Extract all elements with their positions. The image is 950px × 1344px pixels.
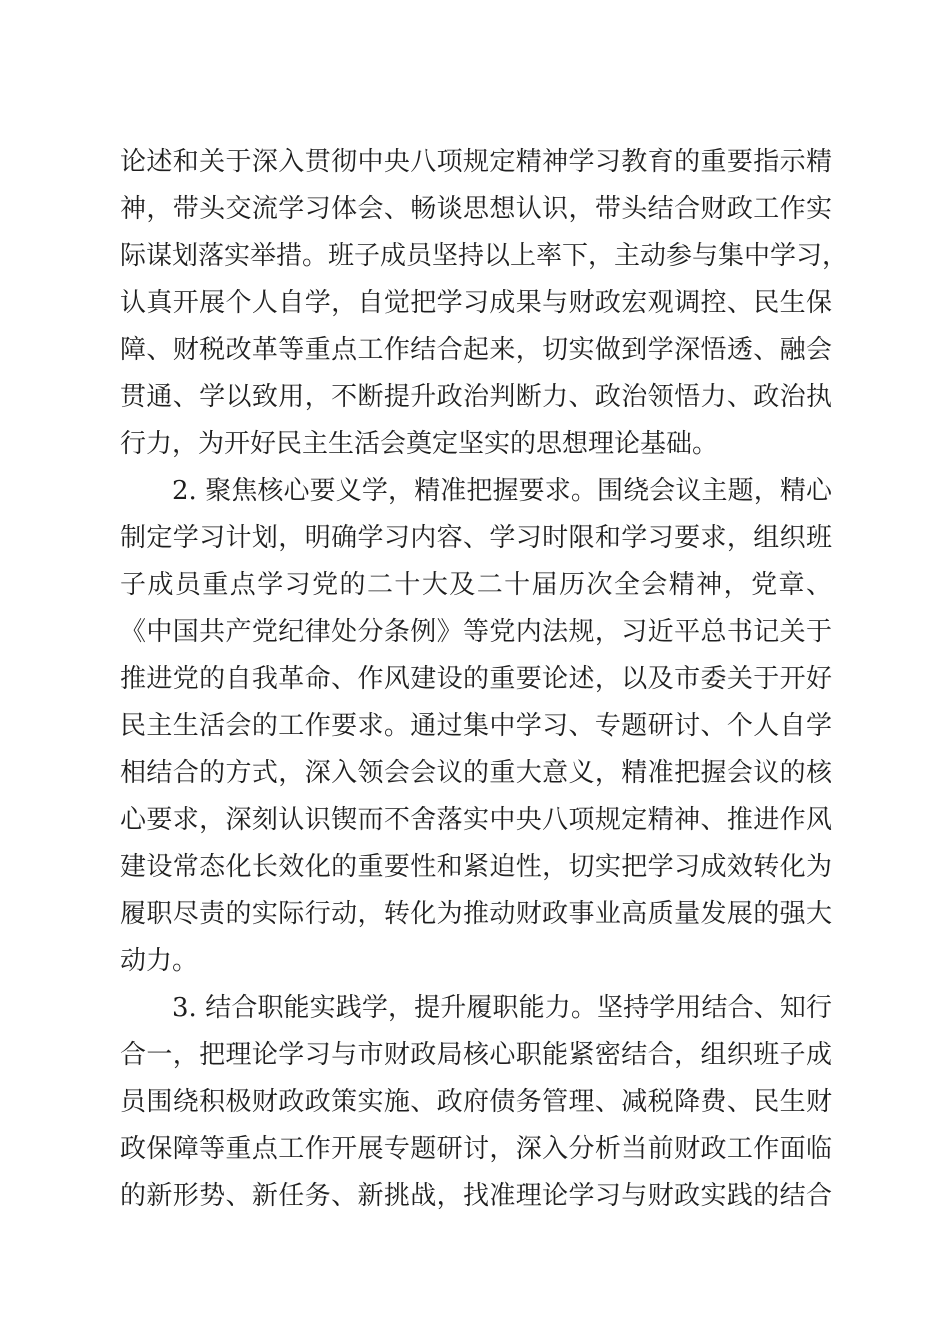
paragraph-line: 的新形势、新任务、新挑战，找准理论学习与财政实践的结合 bbox=[120, 1181, 832, 1211]
paragraph-heading-line: 3. 结合职能实践学，提升履职能力。坚持学用结合、知行 bbox=[172, 993, 832, 1023]
paragraph-line: 员围绕积极财政政策实施、政府债务管理、减税降费、民生财 bbox=[120, 1087, 832, 1117]
paragraph-line: 政保障等重点工作开展专题研讨，深入分析当前财政工作面临 bbox=[120, 1134, 832, 1164]
paragraph-line: 相结合的方式，深入领会会议的重大意义，精准把握会议的核 bbox=[120, 758, 832, 788]
paragraph-line: 子成员重点学习党的二十大及二十届历次全会精神，党章、 bbox=[120, 570, 832, 600]
paragraph-line: 贯通、学以致用，不断提升政治判断力、政治领悟力、政治执 bbox=[120, 382, 832, 412]
paragraph-line: 际谋划落实举措。班子成员坚持以上率下，主动参与集中学习， bbox=[120, 241, 849, 271]
paragraph-line: 民主生活会的工作要求。通过集中学习、专题研讨、个人自学 bbox=[120, 711, 832, 741]
paragraph-line: 《中国共产党纪律处分条例》等党内法规，习近平总书记关于 bbox=[120, 617, 832, 647]
paragraph-line: 动力。 bbox=[120, 946, 199, 976]
paragraph-line: 认真开展个人自学，自觉把学习成果与财政宏观调控、民生保 bbox=[120, 288, 832, 318]
paragraph-heading-line: 2. 聚焦核心要义学，精准把握要求。围绕会议主题，精心 bbox=[172, 476, 832, 506]
paragraph-line: 建设常态化长效化的重要性和紧迫性，切实把学习成效转化为 bbox=[120, 852, 832, 882]
paragraph-line: 神，带头交流学习体会、畅谈思想认识，带头结合财政工作实 bbox=[120, 194, 832, 224]
paragraph-line: 论述和关于深入贯彻中央八项规定精神学习教育的重要指示精 bbox=[120, 147, 832, 177]
paragraph-line: 制定学习计划，明确学习内容、学习时限和学习要求，组织班 bbox=[120, 523, 832, 553]
paragraph-line: 合一，把理论学习与市财政局核心职能紧密结合，组织班子成 bbox=[120, 1040, 832, 1070]
paragraph-line: 推进党的自我革命、作风建设的重要论述，以及市委关于开好 bbox=[120, 664, 832, 694]
paragraph-line: 心要求，深刻认识锲而不舍落实中央八项规定精神、推进作风 bbox=[120, 805, 832, 835]
paragraph-line: 障、财税改革等重点工作结合起来，切实做到学深悟透、融会 bbox=[120, 335, 832, 365]
paragraph-line: 行力，为开好民主生活会奠定坚实的思想理论基础。 bbox=[120, 429, 719, 459]
paragraph-line: 履职尽责的实际行动，转化为推动财政事业高质量发展的强大 bbox=[120, 899, 832, 929]
